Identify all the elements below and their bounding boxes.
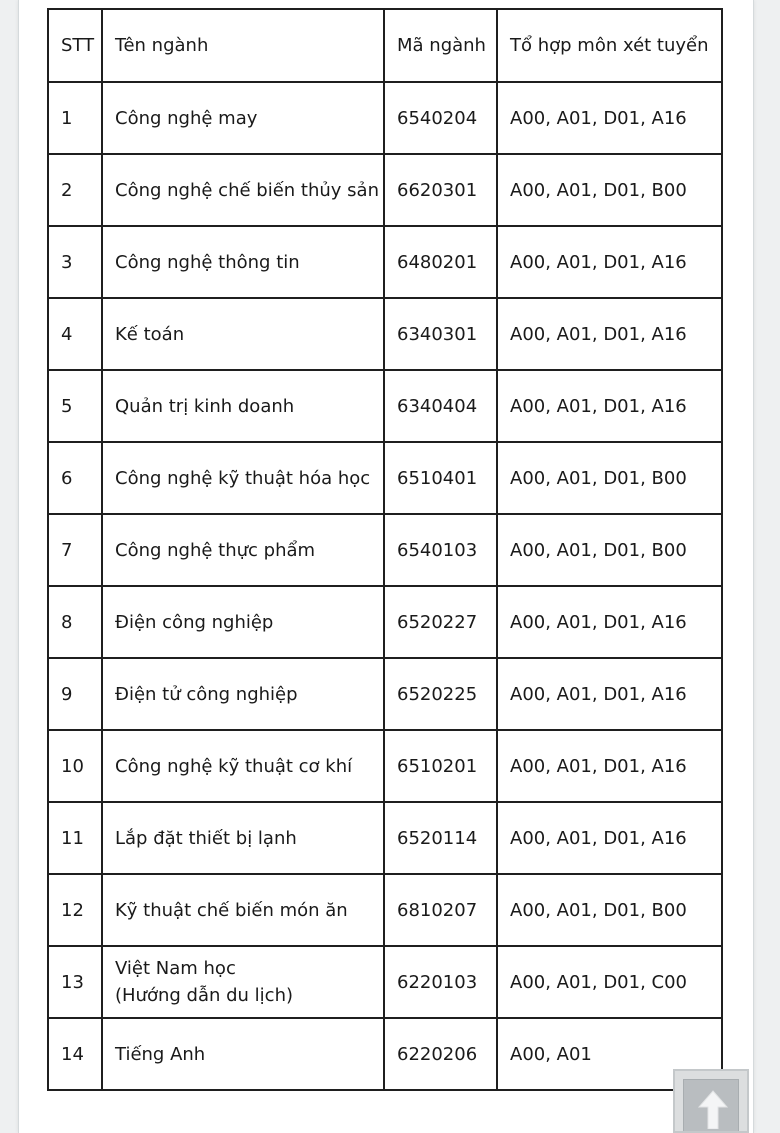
cell-subject-combination: A00, A01 [497, 1018, 722, 1090]
cell-major-code: 6510401 [384, 442, 497, 514]
header-subject-combination: Tổ hợp môn xét tuyển [497, 9, 722, 82]
table-row [48, 226, 722, 298]
cell-major-name: Công nghệ kỹ thuật cơ khí [102, 730, 384, 802]
major-name-line: Việt Nam học [115, 958, 236, 979]
cell-major-code: 6520227 [384, 586, 497, 658]
cell-major-name: Công nghệ chế biến thủy sản [102, 154, 384, 226]
cell-stt: 10 [48, 730, 102, 802]
cell-subject-combination: A00, A01, D01, B00 [497, 514, 722, 586]
header-stt: STT [48, 9, 102, 82]
cell-stt: 3 [48, 226, 102, 298]
cell-subject-combination: A00, A01, D01, A16 [497, 730, 722, 802]
cell-subject-combination: A00, A01, D01, A16 [497, 658, 722, 730]
cell-major-code: 6340301 [384, 298, 497, 370]
header-major-name: Tên ngành [102, 9, 384, 82]
table-row [48, 154, 722, 226]
admission-majors-table [47, 8, 723, 1091]
table-row [48, 802, 722, 874]
cell-stt: 12 [48, 874, 102, 946]
table-row [48, 82, 722, 154]
cell-stt: 4 [48, 298, 102, 370]
cell-major-code: 6220206 [384, 1018, 497, 1090]
cell-major-code: 6480201 [384, 226, 497, 298]
cell-stt: 6 [48, 442, 102, 514]
cell-major-code: 6220103 [384, 946, 497, 1018]
cell-subject-combination: A00, A01, D01, A16 [497, 226, 722, 298]
cell-major-code: 6540103 [384, 514, 497, 586]
cell-major-name [102, 946, 384, 1018]
cell-subject-combination: A00, A01, D01, A16 [497, 802, 722, 874]
cell-major-name: Kế toán [102, 298, 384, 370]
major-name-subtitle: (Hướng dẫn du lịch) [115, 985, 294, 1006]
cell-major-code: 6540204 [384, 82, 497, 154]
cell-major-name: Công nghệ thông tin [102, 226, 384, 298]
scroll-to-top-button[interactable] [673, 1069, 749, 1133]
cell-subject-combination: A00, A01, D01, A16 [497, 298, 722, 370]
table-row [48, 514, 722, 586]
table-row [48, 946, 722, 1018]
cell-major-name: Lắp đặt thiết bị lạnh [102, 802, 384, 874]
cell-major-code: 6620301 [384, 154, 497, 226]
cell-subject-combination: A00, A01, D01, B00 [497, 154, 722, 226]
cell-major-name: Điện tử công nghiệp [102, 658, 384, 730]
cell-major-code: 6810207 [384, 874, 497, 946]
table-row [48, 586, 722, 658]
table-row [48, 442, 722, 514]
cell-major-name: Tiếng Anh [102, 1018, 384, 1090]
table-row [48, 730, 722, 802]
cell-stt: 7 [48, 514, 102, 586]
cell-major-code: 6520225 [384, 658, 497, 730]
table-header-row [48, 9, 722, 82]
cell-subject-combination: A00, A01, D01, B00 [497, 874, 722, 946]
cell-stt: 9 [48, 658, 102, 730]
cell-stt: 8 [48, 586, 102, 658]
cell-subject-combination: A00, A01, D01, A16 [497, 370, 722, 442]
table-row [48, 1018, 722, 1090]
cell-major-code: 6510201 [384, 730, 497, 802]
cell-major-name: Quản trị kinh doanh [102, 370, 384, 442]
cell-major-name: Kỹ thuật chế biến món ăn [102, 874, 384, 946]
cell-stt: 11 [48, 802, 102, 874]
cell-stt: 14 [48, 1018, 102, 1090]
cell-major-code: 6520114 [384, 802, 497, 874]
cell-major-name: Điện công nghiệp [102, 586, 384, 658]
cell-subject-combination: A00, A01, D01, A16 [497, 82, 722, 154]
cell-stt: 5 [48, 370, 102, 442]
header-major-code: Mã ngành [384, 9, 497, 82]
cell-major-name: Công nghệ thực phẩm [102, 514, 384, 586]
cell-stt: 13 [48, 946, 102, 1018]
arrow-up-icon [697, 1089, 729, 1129]
cell-stt: 1 [48, 82, 102, 154]
table-row [48, 298, 722, 370]
table-row [48, 370, 722, 442]
table-row [48, 874, 722, 946]
cell-stt: 2 [48, 154, 102, 226]
cell-major-name: Công nghệ kỹ thuật hóa học [102, 442, 384, 514]
cell-subject-combination: A00, A01, D01, B00 [497, 442, 722, 514]
cell-major-name: Công nghệ may [102, 82, 384, 154]
cell-major-code: 6340404 [384, 370, 497, 442]
table-row [48, 658, 722, 730]
cell-subject-combination: A00, A01, D01, A16 [497, 586, 722, 658]
cell-subject-combination: A00, A01, D01, C00 [497, 946, 722, 1018]
